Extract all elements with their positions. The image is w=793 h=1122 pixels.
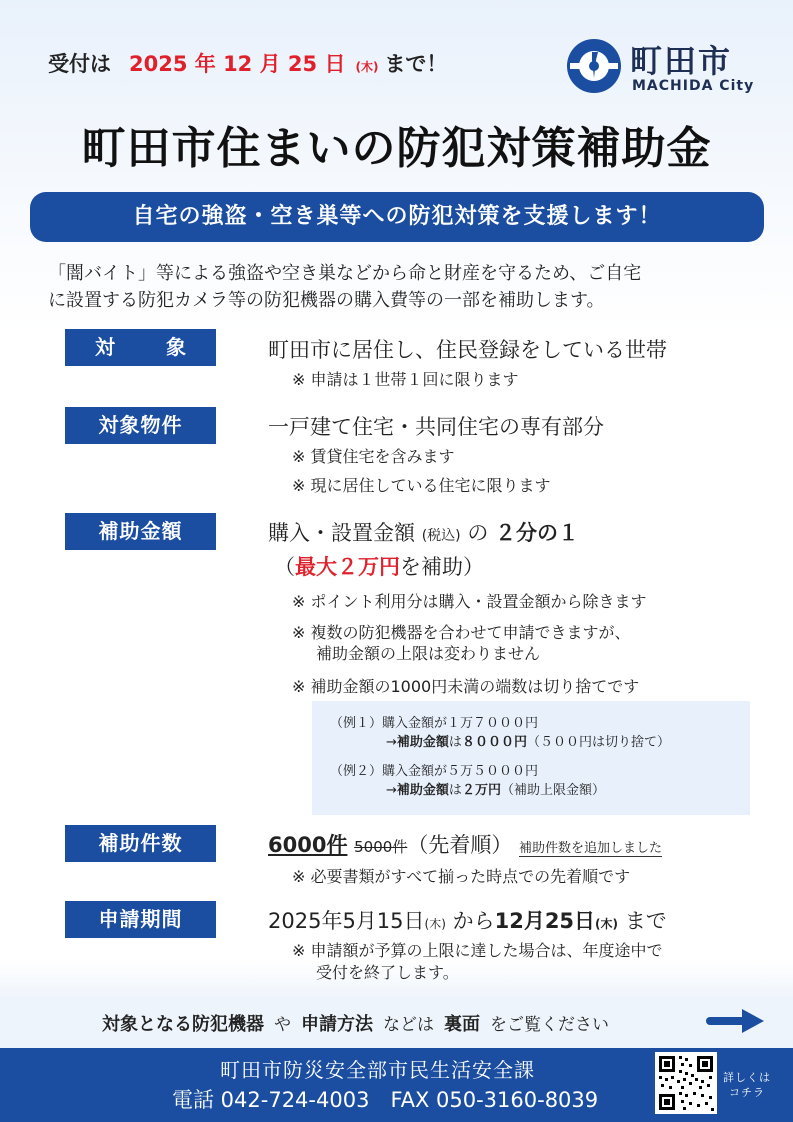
- amount-main: [268, 517, 579, 547]
- see-back: 裏面: [444, 1014, 480, 1035]
- example-1-line-2: [386, 733, 670, 752]
- department-name: 町田市防災安全部市民生活安全課: [220, 1058, 535, 1082]
- label-property: 対象物件: [65, 407, 216, 444]
- amount-max: [274, 551, 484, 581]
- label-period: 申請期間: [65, 901, 216, 938]
- page-title: 町田市住まいの防犯対策補助金: [81, 123, 712, 174]
- count-old: 5000件: [354, 838, 408, 856]
- arrow-right-icon: [706, 1009, 764, 1033]
- property-note-1: ※ 賃貸住宅を含みます: [292, 447, 455, 466]
- city-emblem-icon: [566, 38, 622, 94]
- period-start-day: (木): [424, 917, 446, 931]
- qr-caption: [722, 1070, 772, 1100]
- amount-note-3: ※ 補助金額の1000円未満の端数は切り捨てです: [292, 677, 640, 696]
- intro-line-2: に設置する防犯カメラ等の防犯機器の購入費等の一部を補助します。: [48, 290, 605, 311]
- period-note-1: ※ 申請額が予算の上限に達した場合は、年度途中で: [292, 941, 663, 960]
- example-1-bold-1: 補助金額: [396, 735, 449, 750]
- qr-caption-line-1: 詳しくは: [723, 1071, 771, 1084]
- example-2-arrow: →: [386, 783, 397, 798]
- amount-main-c: の: [467, 521, 489, 545]
- logo-japanese-name: 町田市: [630, 42, 733, 80]
- example-2-purchase: 購入金額が５万５０００円: [382, 764, 539, 779]
- target-note: ※ 申請は１世帯１回に限ります: [292, 370, 519, 389]
- see-etc: などは: [383, 1015, 434, 1035]
- period-from: から: [452, 909, 495, 933]
- amount-note-1: ※ ポイント利用分は購入・設置金額から除きます: [292, 592, 647, 611]
- property-note-2: ※ 現に居住している住宅に限ります: [292, 476, 551, 495]
- example-2-mid: は: [448, 783, 462, 798]
- see-back-text: [102, 1010, 619, 1036]
- example-box: [312, 701, 750, 815]
- example-1-tail: （５００円は切り捨て）: [526, 735, 670, 750]
- label-count: 補助件数: [65, 825, 216, 862]
- contact-phone-fax: 電話 042-724-4003 FAX 050-3160-8039: [172, 1088, 599, 1112]
- deadline-date: 2025 年 12 月 25 日: [129, 52, 346, 76]
- example-1-line-1: [330, 714, 538, 733]
- amount-main-a: 購入・設置金額: [268, 521, 415, 545]
- property-main: 一戸建て住宅・共同住宅の専有部分: [268, 415, 604, 439]
- machida-city-logo: [566, 36, 766, 98]
- intro-line-1: 「闇バイト」等による強盗や空き巣などから命と財産を守るため、ご自宅: [48, 263, 642, 284]
- amount-max-open: （: [274, 555, 295, 579]
- deadline-prefix: 受付は: [48, 52, 111, 76]
- example-2-bold-2: ２万円: [461, 783, 501, 798]
- amount-note-2-cont: 補助金額の上限は変わりません: [316, 644, 541, 663]
- count-main: [268, 829, 662, 859]
- amount-max-close: を補助）: [400, 555, 484, 579]
- example-2-tail: （補助上限金額）: [500, 783, 605, 798]
- example-2-line-1: [330, 762, 538, 781]
- amount-tax: (税込): [421, 528, 461, 544]
- deadline-suffix: まで！: [384, 52, 448, 76]
- example-1-mid: は: [448, 735, 462, 750]
- see-method: 申請方法: [301, 1014, 373, 1035]
- deadline-day: (木): [355, 60, 379, 74]
- example-1-tag: （例１）: [330, 716, 383, 731]
- amount-ratio: ２分の１: [495, 521, 579, 545]
- qr-caption-line-2: コチラ: [729, 1086, 765, 1099]
- target-main: 町田市に居住し、住民登録をしている世帯: [268, 338, 667, 362]
- qr-code-icon[interactable]: [655, 1052, 717, 1114]
- count-note: ※ 必要書類がすべて揃った時点での先着順です: [292, 867, 631, 886]
- period-main: [268, 905, 667, 935]
- see-please: をご覧ください: [490, 1015, 609, 1035]
- label-amount: 補助金額: [65, 513, 216, 550]
- period-note-2: 受付を終了します。: [316, 963, 459, 982]
- amount-note-2: ※ 複数の防犯機器を合わせて申請できますが、: [292, 623, 631, 642]
- example-1-arrow: →: [386, 735, 397, 750]
- see-devices: 対象となる防犯機器: [102, 1014, 264, 1035]
- count-added-note: 補助件数を追加しました: [519, 841, 663, 856]
- period-start: 2025年5月15日: [268, 909, 425, 933]
- logo-english-name: MACHIDA City: [632, 78, 755, 94]
- period-end-day: (木): [595, 917, 619, 931]
- see-and: や: [274, 1015, 291, 1035]
- amount-max-value: 最大２万円: [295, 555, 400, 579]
- count-new: 6000件: [268, 833, 348, 857]
- support-banner: 自宅の強盗・空き巣等への防犯対策を支援します！: [30, 192, 764, 242]
- intro-paragraph: [48, 260, 758, 314]
- example-2-tag: （例２）: [330, 764, 383, 779]
- period-end: 12月25日: [494, 909, 596, 933]
- example-1-purchase: 購入金額が１万７０００円: [382, 716, 539, 731]
- label-target: 対 象: [65, 329, 216, 366]
- example-2-bold-1: 補助金額: [396, 783, 449, 798]
- count-order: （先着順）: [407, 833, 513, 857]
- deadline-text: [48, 48, 447, 78]
- example-2-line-2: [386, 781, 605, 800]
- period-until: まで: [624, 909, 667, 933]
- example-1-bold-2: ８０００円: [461, 735, 527, 750]
